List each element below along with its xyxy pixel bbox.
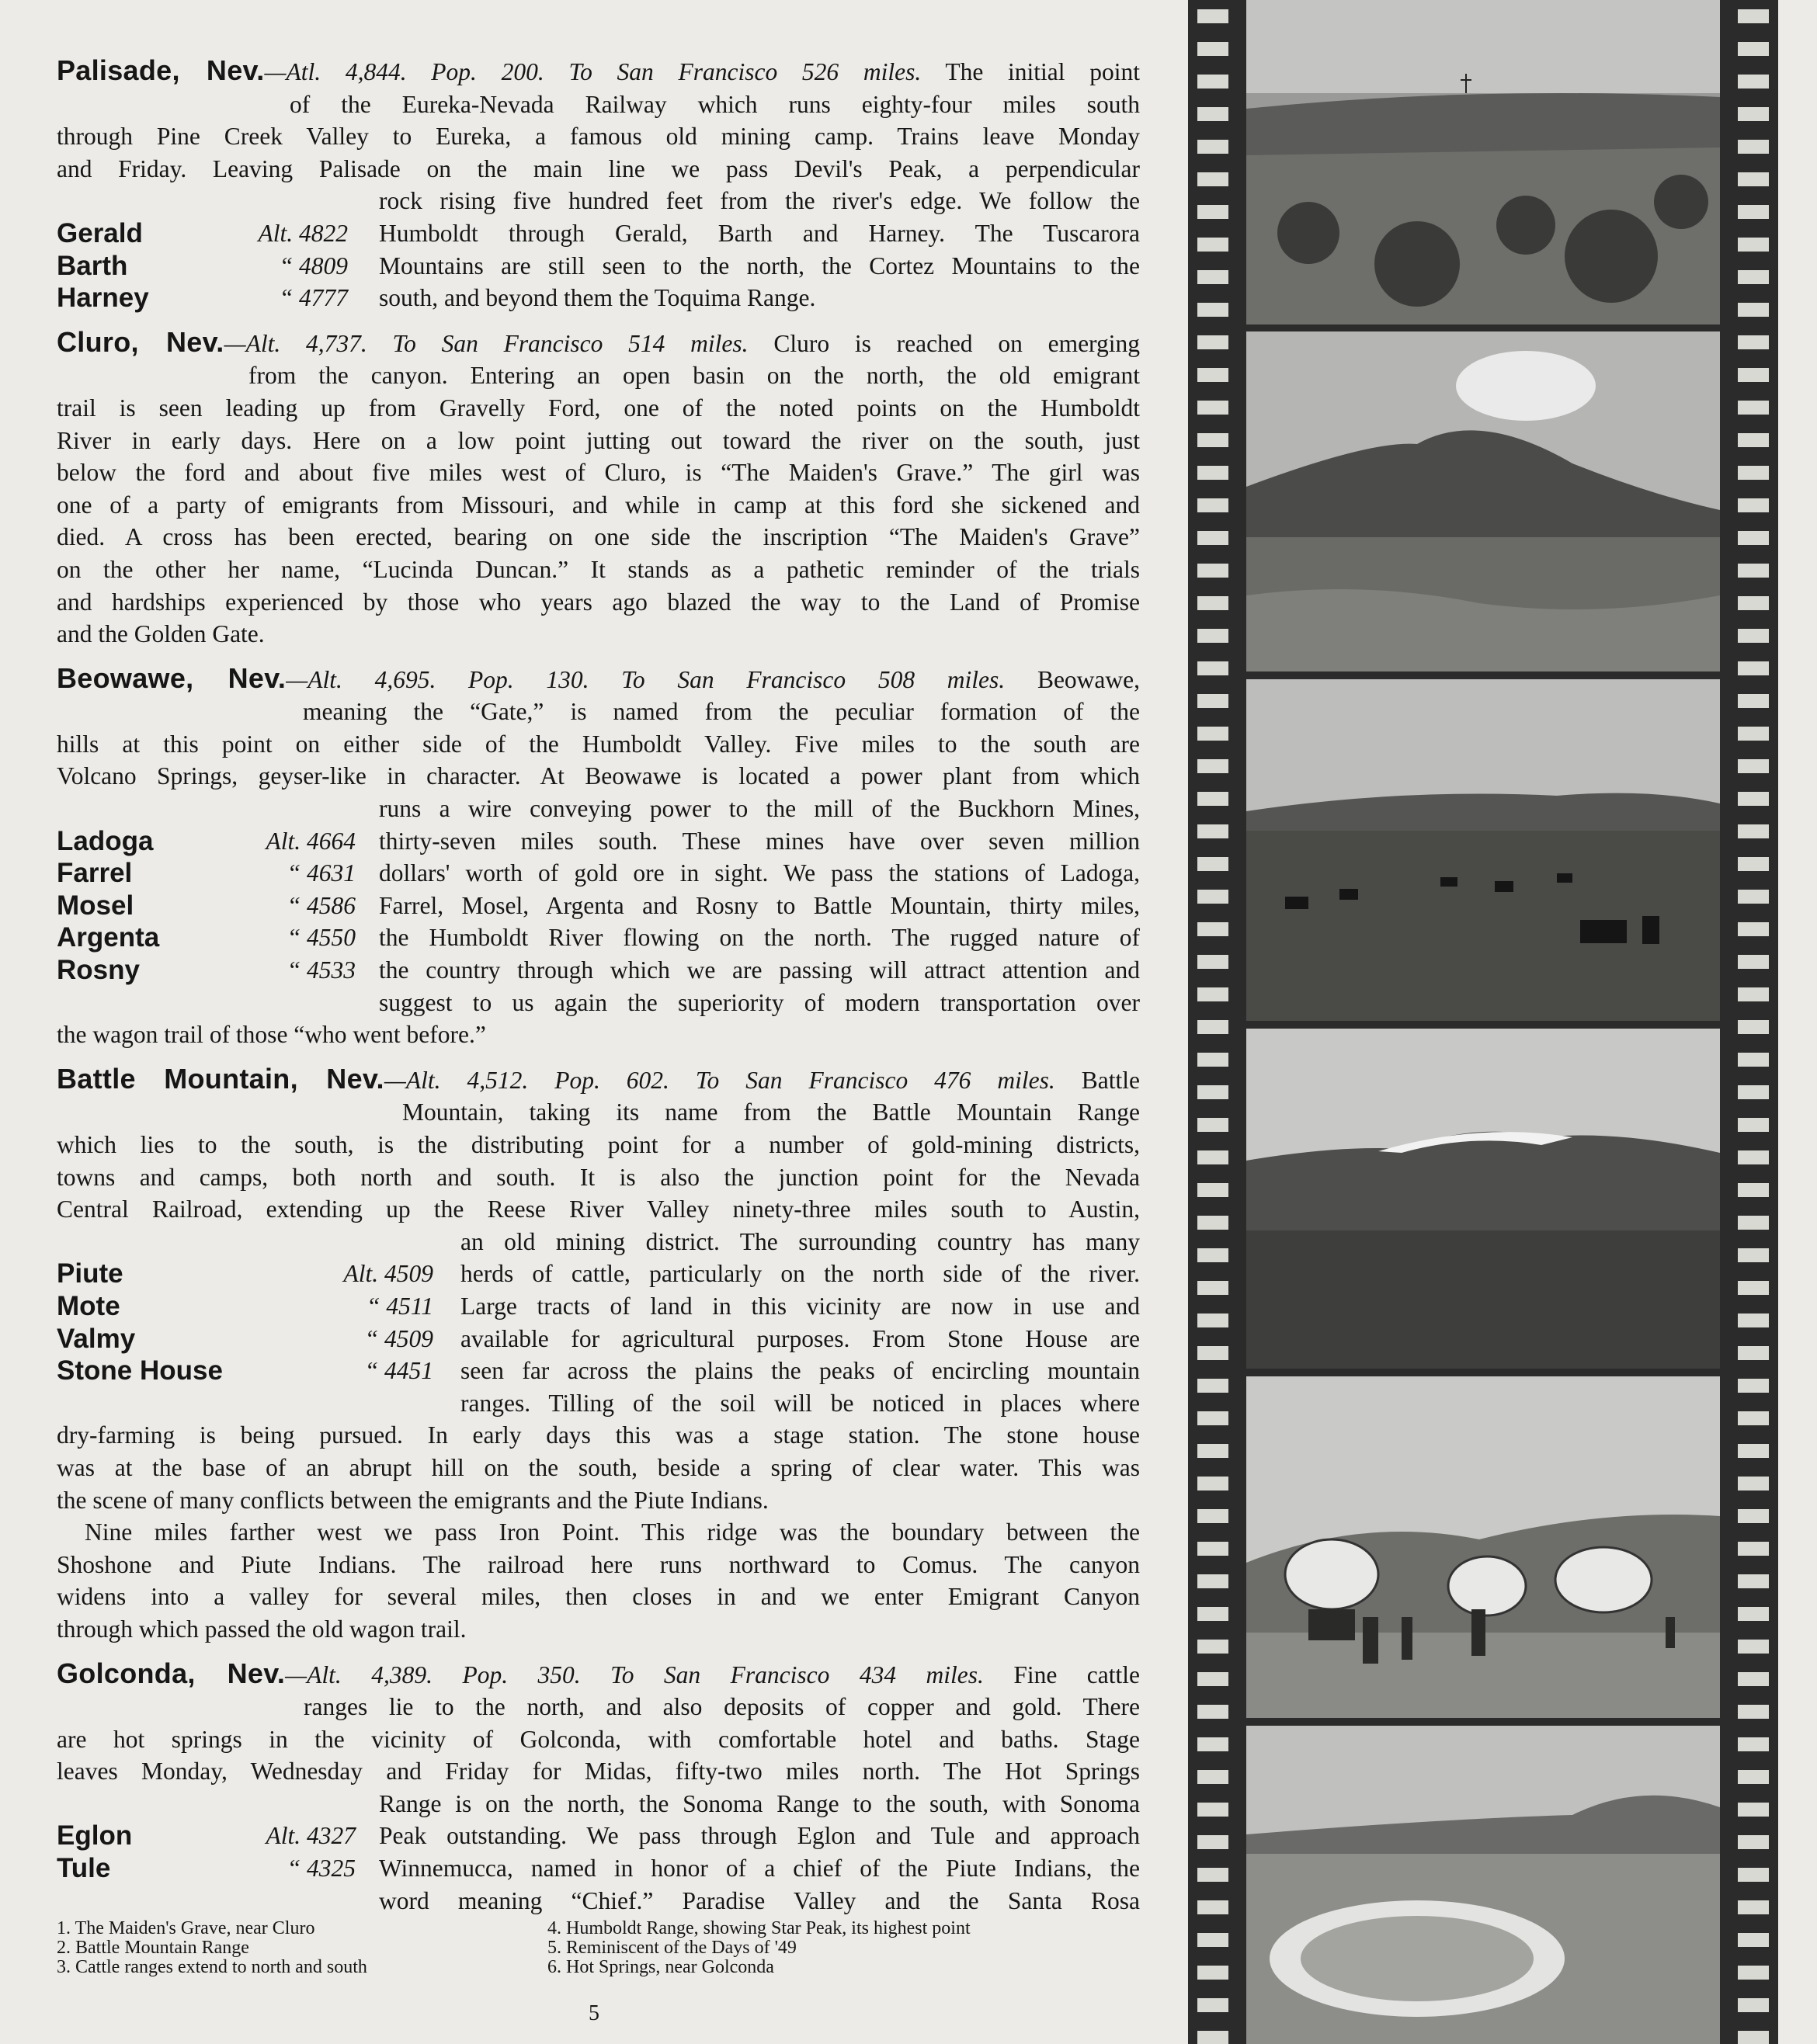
entry-first-line bbox=[57, 662, 1140, 696]
entry-meta: —Alt. 4,737. To San Francisco 514 miles. bbox=[224, 329, 749, 357]
entry-line: suggest to us again the superiority of modern transportation over bbox=[379, 988, 1140, 1016]
entry-line: Battle bbox=[1081, 1066, 1140, 1094]
station-altitude: Alt. 4822 bbox=[258, 219, 348, 247]
station-row bbox=[57, 1820, 1140, 1852]
station-name: Barth bbox=[57, 250, 128, 281]
entry-line: below the ford and about five miles west of Cluro, is “The Maiden's Grave.” The girl was bbox=[57, 459, 1140, 487]
hot-springs-photo bbox=[1246, 1726, 1720, 2044]
entry-para-line: Nine miles farther west we pass Iron Point. This ridge was the boundary between the bbox=[85, 1518, 1140, 1546]
station-altitude: “ 4550 bbox=[287, 924, 356, 952]
station-text: Farrel, Mosel, Argenta and Rosny to Battle Mountain, thirty miles, bbox=[379, 891, 1140, 919]
entry-line: the scene of many conflicts between the emigrants and the Piute Indians. bbox=[57, 1486, 769, 1514]
station-text: dollars' worth of gold ore in sight. We pass the stations of Ladoga, bbox=[379, 859, 1140, 887]
entry-line: leaves Monday, Wednesday and Friday for Midas, fifty-two miles north. The Hot Springs bbox=[57, 1758, 1140, 1785]
wagon-train-photo bbox=[1246, 1376, 1720, 1718]
entry-first-line bbox=[57, 1657, 1140, 1692]
entry-line: and the Golden Gate. bbox=[57, 620, 265, 648]
film-sprocket-holes-right bbox=[1738, 0, 1769, 2044]
station-name: Mosel bbox=[57, 890, 134, 921]
caption-2: 2. Battle Mountain Range bbox=[57, 1938, 249, 1958]
caption-1: 1. The Maiden's Grave, near Cluro bbox=[57, 1918, 315, 1938]
station-name: Eglon bbox=[57, 1820, 133, 1851]
entry-line: Range is on the north, the Sonoma Range to the south, with Sonoma bbox=[379, 1789, 1140, 1817]
entry-line: through Pine Creek Valley to Eureka, a famous old mining camp. Trains leave Monday bbox=[57, 123, 1140, 151]
film-strip bbox=[1188, 0, 1778, 2044]
entry-first-line bbox=[57, 326, 1140, 360]
station-row bbox=[57, 1290, 1140, 1323]
entry-line: from the canyon. Entering an open basin on the north, the old emigrant bbox=[248, 362, 1140, 390]
entry-line: and Friday. Leaving Palisade on the main line we pass Devil's Peak, a perpendicular bbox=[57, 154, 1140, 182]
entry-heading: Palisade, Nev. bbox=[57, 54, 265, 86]
entry-line: ranges. Tilling of the soil will be noticed in places where bbox=[460, 1389, 1140, 1417]
station-altitude: “ 4451 bbox=[364, 1357, 433, 1385]
station-text: Mountains are still seen to the north, the Cortez Mountains to the bbox=[379, 252, 1140, 279]
entry-line: on the other her name, “Lucinda Duncan.” It stands as a pathetic reminder of the trials bbox=[57, 555, 1140, 583]
station-name: Tule bbox=[57, 1853, 111, 1884]
entry-line: of the Eureka-Nevada Railway which runs eighty-four miles south bbox=[290, 90, 1140, 118]
entry-heading: Beowawe, Nev. bbox=[57, 661, 287, 694]
entry-first-line bbox=[57, 1063, 1140, 1097]
entry-first-line bbox=[57, 54, 1140, 88]
station-text: south, and beyond them the Toquima Range. bbox=[379, 284, 816, 312]
station-row bbox=[57, 1323, 1140, 1355]
entry-1 bbox=[57, 54, 1140, 314]
maiden-grave-photo bbox=[1246, 0, 1720, 324]
station-name: Gerald bbox=[57, 217, 143, 248]
station-altitude: “ 4809 bbox=[279, 252, 348, 279]
station-name: Harney bbox=[57, 283, 149, 314]
station-altitude: “ 4509 bbox=[364, 1324, 433, 1352]
entry-line: Mountain, taking its name from the Battle Mountain Range bbox=[402, 1098, 1140, 1126]
battle-mountain-photo bbox=[1246, 331, 1720, 672]
entry-4 bbox=[57, 1063, 1140, 1646]
entry-line: an old mining district. The surrounding country has many bbox=[460, 1227, 1140, 1255]
station-name: Farrel bbox=[57, 858, 133, 889]
entry-meta: —Alt. 4,695. Pop. 130. To San Francisco 508 miles. bbox=[286, 665, 1006, 693]
station-row bbox=[57, 282, 1140, 314]
entry-para-line: through which passed the old wagon trail. bbox=[57, 1615, 467, 1643]
station-row bbox=[57, 217, 1140, 250]
entry-line: meaning the “Gate,” is named from the peculiar formation of the bbox=[303, 698, 1140, 726]
entry-line: dry-farming is being pursued. In early days this was a stage station. The stone house bbox=[57, 1421, 1140, 1449]
entry-line: died. A cross has been erected, bearing on one side the inscription “The Maiden's Grave” bbox=[57, 523, 1140, 551]
entry-line: hills at this point on either side of the Humboldt Valley. Five miles to the south are bbox=[57, 730, 1140, 758]
film-sprocket-holes-left bbox=[1197, 0, 1228, 2044]
station-text: seen far across the plains the peaks of encircling mountain bbox=[460, 1357, 1140, 1385]
entry-line: was at the base of an abrupt hill on the south, beside a spring of clear water. This was bbox=[57, 1453, 1140, 1481]
station-text: the Humboldt River flowing on the north. The rugged nature of bbox=[379, 924, 1140, 952]
station-altitude: “ 4533 bbox=[287, 956, 356, 984]
station-name: Valmy bbox=[57, 1323, 136, 1354]
entry-line: Central Railroad, extending up the Reese River Valley ninety-three miles south to Austin, bbox=[57, 1196, 1140, 1223]
captions-right bbox=[547, 1919, 971, 1977]
station-altitude: “ 4511 bbox=[366, 1292, 433, 1320]
humboldt-range-photo bbox=[1246, 1029, 1720, 1369]
station-row bbox=[57, 1355, 1140, 1387]
station-row bbox=[57, 954, 1140, 987]
station-row bbox=[57, 921, 1140, 954]
entry-line: Beowawe, bbox=[1037, 665, 1141, 693]
cattle-ranges-photo bbox=[1246, 679, 1720, 1021]
entry-heading: Golconda, Nev. bbox=[57, 1657, 286, 1689]
entry-heading: Cluro, Nev. bbox=[57, 325, 224, 358]
entry-meta: —Atl. 4,844. Pop. 200. To San Francisco 526 miles. bbox=[264, 58, 922, 85]
entry-meta: —Alt. 4,389. Pop. 350. To San Francisco 434 miles. bbox=[285, 1661, 984, 1688]
entry-line: one of a party of emigrants from Missouri, and while in camp at this ford she sickened and bbox=[57, 491, 1140, 519]
station-text: Humboldt through Gerald, Barth and Harney. The Tuscarora bbox=[379, 219, 1140, 247]
entry-heading: Battle Mountain, Nev. bbox=[57, 1062, 384, 1095]
entry-line: are hot springs in the vicinity of Golconda, with comfortable hotel and baths. Stage bbox=[57, 1725, 1140, 1753]
station-name: Ladoga bbox=[57, 825, 154, 856]
entry-3 bbox=[57, 662, 1140, 1051]
station-name: Stone House bbox=[57, 1355, 223, 1386]
entry-line: which lies to the south, is the distributing point for a number of gold-mining districts, bbox=[57, 1131, 1140, 1158]
entry-line: Volcano Springs, geyser-like in character. At Beowawe is located a power plant from which bbox=[57, 762, 1140, 790]
entry-para-line: widens into a valley for several miles, then closes in and we enter Emigrant Canyon bbox=[57, 1583, 1140, 1611]
station-text: Winnemucca, named in honor of a chief of the Piute Indians, the bbox=[379, 1855, 1140, 1883]
entry-2 bbox=[57, 326, 1140, 651]
station-altitude: Alt. 4327 bbox=[266, 1822, 356, 1850]
station-row bbox=[57, 890, 1140, 922]
entry-meta: —Alt. 4,512. Pop. 602. To San Francisco 476 miles. bbox=[384, 1066, 1055, 1094]
station-text: thirty-seven miles south. These mines have over seven million bbox=[379, 827, 1140, 855]
station-name: Argenta bbox=[57, 922, 160, 953]
entry-line: runs a wire conveying power to the mill of the Buckhorn Mines, bbox=[379, 795, 1140, 823]
station-altitude: Alt. 4509 bbox=[343, 1260, 433, 1288]
station-altitude: “ 4631 bbox=[287, 859, 356, 887]
entry-line: ranges lie to the north, and also deposits of copper and gold. There bbox=[304, 1693, 1140, 1721]
station-altitude: “ 4325 bbox=[287, 1855, 356, 1883]
entry-line: towns and camps, both north and south. It is also the junction point for the Nevada bbox=[57, 1163, 1140, 1191]
article-text bbox=[57, 54, 1140, 1928]
station-row bbox=[57, 857, 1140, 890]
page-number: 5 bbox=[589, 2001, 599, 2025]
caption-3: 3. Cattle ranges extend to north and south bbox=[57, 1957, 367, 1977]
station-altitude: Alt. 4664 bbox=[266, 827, 356, 855]
entry-line: word meaning “Chief.” Paradise Valley and the Santa Rosa bbox=[379, 1886, 1140, 1914]
captions-left bbox=[57, 1919, 367, 1977]
caption-6: 6. Hot Springs, near Golconda bbox=[547, 1957, 774, 1977]
station-row bbox=[57, 250, 1140, 283]
station-row bbox=[57, 825, 1140, 858]
station-text: herds of cattle, particularly on the north side of the river. bbox=[460, 1260, 1140, 1288]
entry-line: rock rising five hundred feet from the river's edge. We follow the bbox=[379, 187, 1140, 215]
station-text: Large tracts of land in this vicinity are now in use and bbox=[460, 1292, 1140, 1320]
entry-line: the wagon trail of those “who went before.” bbox=[57, 1021, 486, 1049]
station-name: Mote bbox=[57, 1290, 120, 1321]
entry-5 bbox=[57, 1657, 1140, 1917]
entry-line: Fine cattle bbox=[1013, 1661, 1140, 1688]
station-altitude: “ 4586 bbox=[287, 891, 356, 919]
station-text: the country through which we are passing will attract attention and bbox=[379, 956, 1140, 984]
station-name: Piute bbox=[57, 1258, 123, 1289]
entry-line: and hardships experienced by those who years ago blazed the way to the Land of Promise bbox=[57, 588, 1140, 616]
station-altitude: “ 4777 bbox=[279, 284, 348, 312]
entry-line: Cluro is reached on emerging bbox=[773, 329, 1140, 357]
station-text: available for agricultural purposes. From Stone House are bbox=[460, 1324, 1140, 1352]
entry-line: River in early days. Here on a low point jutting out toward the river on the south, just bbox=[57, 426, 1140, 454]
entry-para-line: Shoshone and Piute Indians. The railroad here runs northward to Comus. The canyon bbox=[57, 1550, 1140, 1578]
station-row bbox=[57, 1852, 1140, 1885]
station-name: Rosny bbox=[57, 955, 140, 986]
caption-5: 5. Reminiscent of the Days of '49 bbox=[547, 1938, 797, 1958]
entry-line: trail is seen leading up from Gravelly Ford, one of the noted points on the Humboldt bbox=[57, 394, 1140, 422]
entry-line: The initial point bbox=[945, 58, 1140, 85]
station-row bbox=[57, 1258, 1140, 1290]
station-text: Peak outstanding. We pass through Eglon and Tule and approach bbox=[379, 1822, 1140, 1850]
caption-4: 4. Humboldt Range, showing Star Peak, its highest point bbox=[547, 1918, 971, 1938]
